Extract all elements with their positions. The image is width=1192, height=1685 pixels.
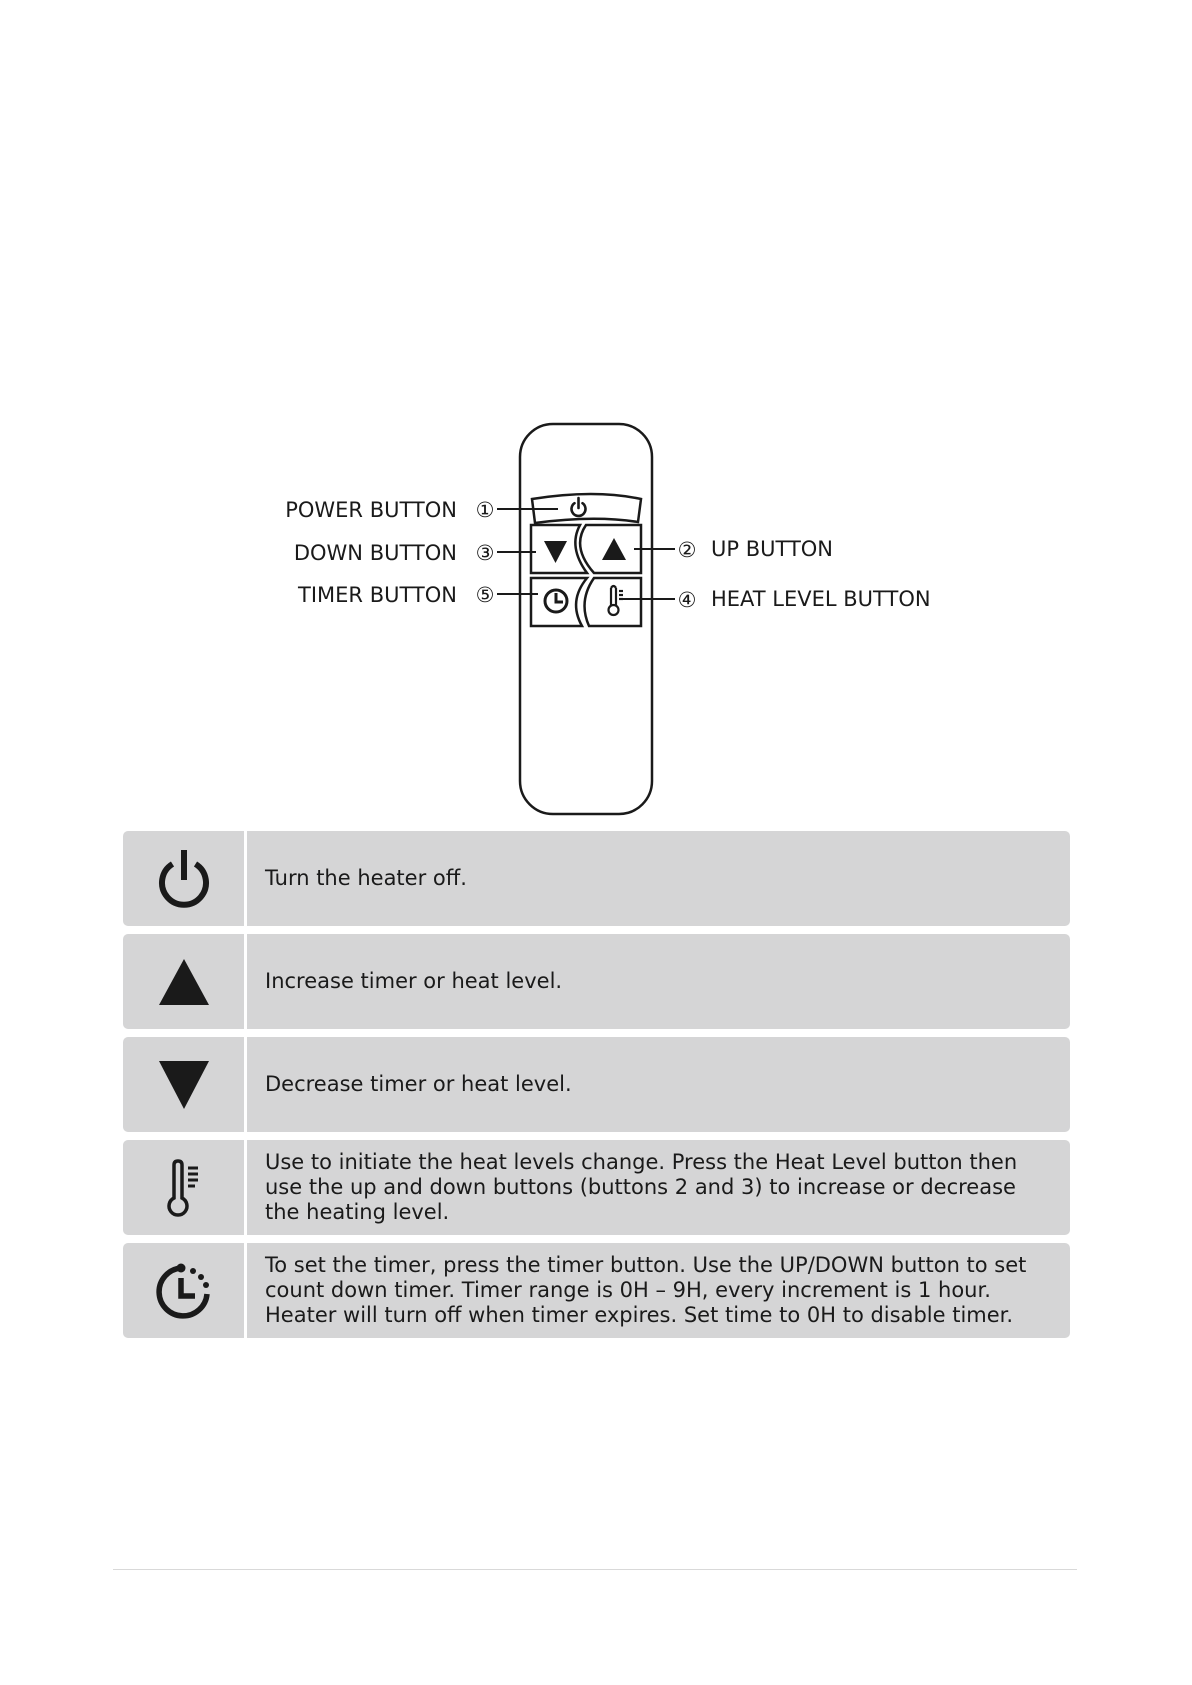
- icon-cell: [123, 1243, 247, 1338]
- power-button-marker: ①: [475, 498, 495, 522]
- heat-button-marker: ④: [677, 588, 697, 612]
- description-text: Turn the heater off.: [265, 866, 467, 890]
- up-button-marker: ②: [677, 538, 697, 562]
- timer-icon: [153, 1260, 215, 1322]
- description-text: Decrease timer or heat level.: [265, 1072, 572, 1096]
- table-row-power: [123, 831, 1070, 926]
- table-row-down: [123, 1037, 1070, 1132]
- icon-cell: [123, 831, 247, 926]
- down-triangle-icon: [157, 1059, 211, 1111]
- description-text: Increase timer or heat level.: [265, 969, 563, 993]
- remote-control-diagram: [0, 0, 1192, 830]
- table-row-up: [123, 934, 1070, 1029]
- timer-button-marker: ⑤: [475, 583, 495, 607]
- description-cell: [247, 1140, 1070, 1235]
- icon-cell: [123, 1037, 247, 1132]
- table-row-timer: [123, 1243, 1070, 1338]
- thermometer-icon: [166, 1159, 202, 1217]
- down-button-label: DOWN BUTTON: [293, 541, 457, 565]
- timer-button-label: TIMER BUTTON: [298, 583, 457, 607]
- icon-cell: [123, 934, 247, 1029]
- description-cell: [247, 831, 1070, 926]
- heat-button-label: HEAT LEVEL BUTTON: [711, 587, 931, 611]
- power-icon: [154, 847, 214, 911]
- description-text: Use to initiate the heat levels change. Press the Heat Level button then use the up and down buttons (buttons 2 and 3) to increase or decrease the heating level.: [265, 1150, 1018, 1224]
- icon-cell: [123, 1140, 247, 1235]
- button-function-table: [123, 831, 1070, 1346]
- up-button-label: UP BUTTON: [711, 537, 834, 561]
- description-text: To set the timer, press the timer button. Use the UP/DOWN button to set count down timer. Timer range is 0H – 9H, every increment is 1 hour. Heater will turn off when timer expires. Set time to 0H to disable timer.: [265, 1253, 1027, 1327]
- table-row-heat: [123, 1140, 1070, 1235]
- footer-divider: [113, 1569, 1077, 1570]
- description-cell: [247, 1037, 1070, 1132]
- description-cell: [247, 1243, 1070, 1338]
- power-button-label: POWER BUTTON: [285, 498, 457, 522]
- down-button-marker: ③: [475, 541, 495, 565]
- description-cell: [247, 934, 1070, 1029]
- up-triangle-icon: [157, 957, 211, 1007]
